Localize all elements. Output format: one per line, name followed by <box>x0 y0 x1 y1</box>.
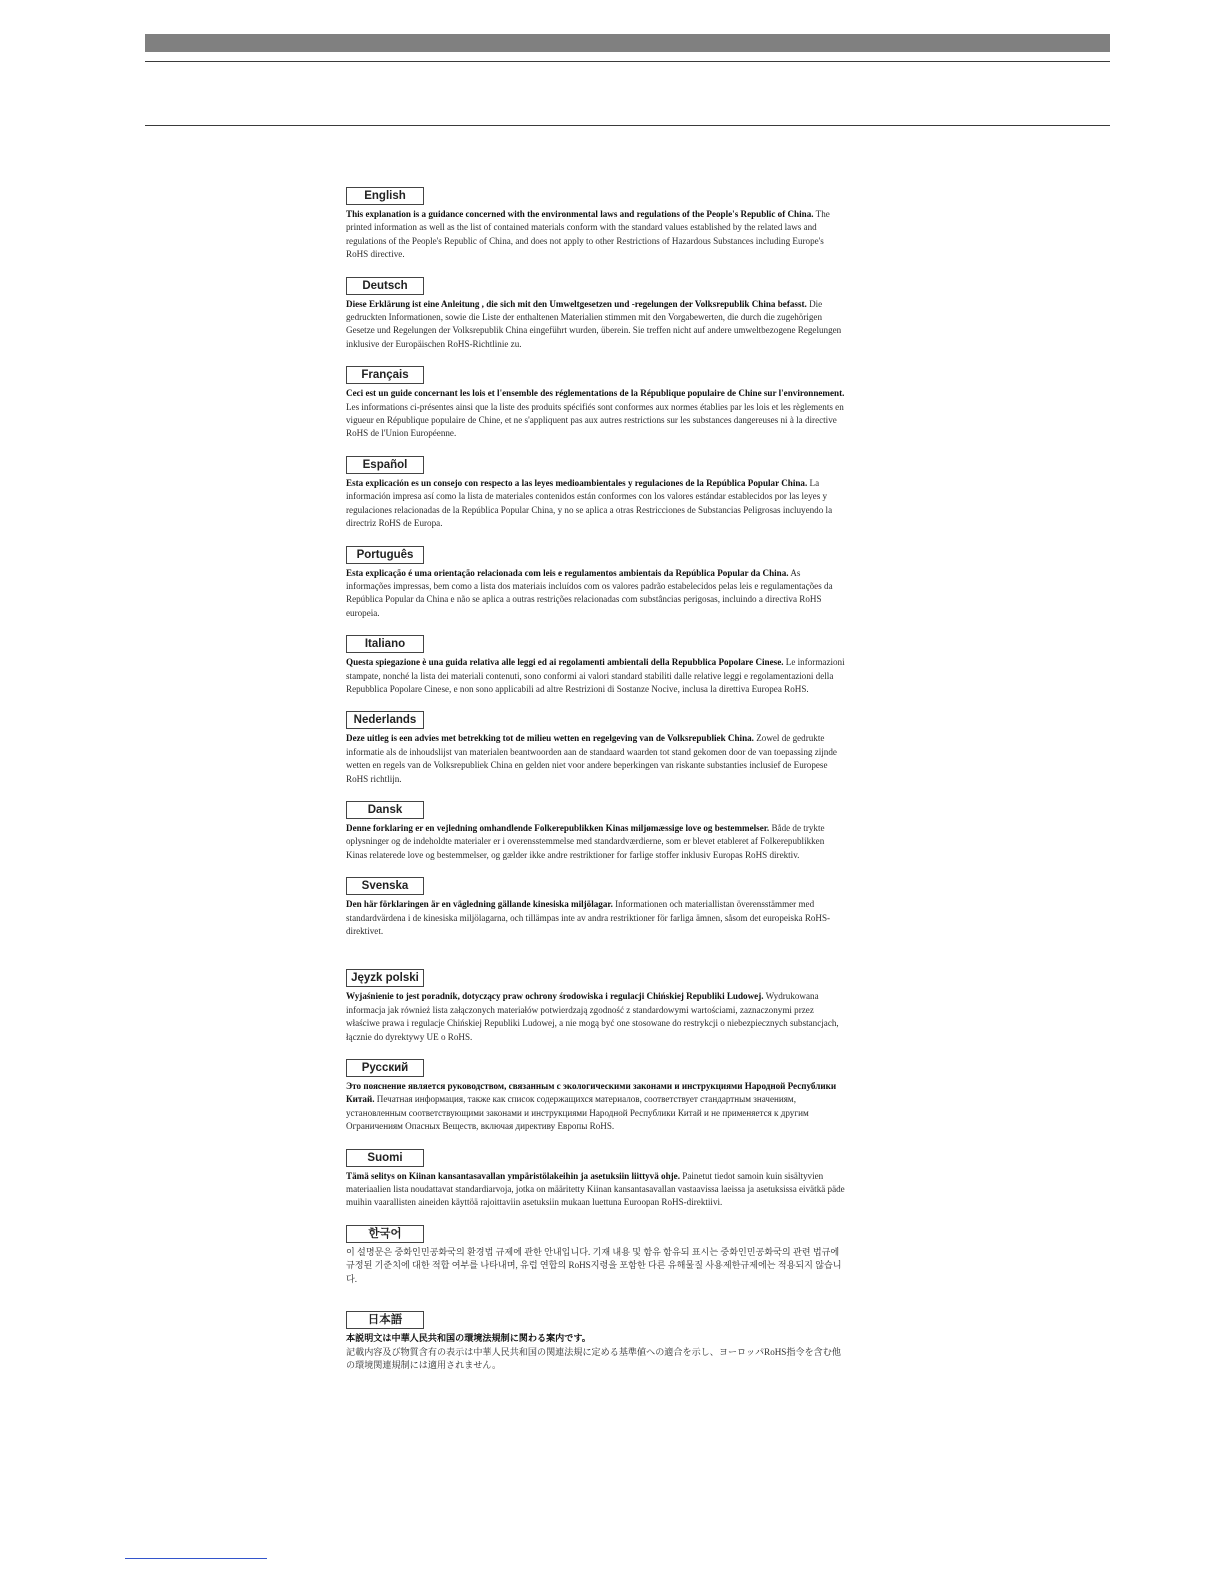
section-paragraph <box>346 567 846 621</box>
section-russian <box>346 1058 846 1134</box>
section-paragraph <box>346 1332 846 1372</box>
section-lead: Den här förklaringen är en vägledning gällande kinesiska miljölagar. <box>346 899 613 910</box>
section-lead: Esta explicación es un consejo con respecto a las leyes medioambientales y regulaciones de la República Popular China. <box>346 477 808 488</box>
section-lead: Wyjaśnienie to jest poradnik, dotyczący praw ochrony środowiska i regulacji Chińskiej Republiki Ludowej. <box>346 991 764 1002</box>
language-label: Italiano <box>346 635 424 653</box>
section-lead: This explanation is a guidance concerned with the environmental laws and regulations of the People's Republic of China. <box>346 209 814 219</box>
language-label: 日本語 <box>346 1311 424 1329</box>
section-body: The printed information as well as the list of contained materials conform with the standard values established by the related laws and regulations of the People's Republic of China, and does not apply to other Restrictions of Hazardous Substances including Europe's RoHS directive. <box>346 209 830 260</box>
language-label: English <box>346 187 424 205</box>
section-lead: Tämä selitys on Kiinan kansantasavallan ympäristölakeihin ja asetuksiin liittyvä ohje. <box>346 1170 680 1181</box>
section-paragraph <box>346 387 846 441</box>
language-label: Svenska <box>346 877 424 895</box>
section-paragraph <box>346 656 846 696</box>
header-rule-bottom <box>145 125 1110 126</box>
language-label: Dansk <box>346 801 424 819</box>
language-label: Français <box>346 366 424 384</box>
section-body: 이 설명문은 중화인민공화국의 환경법 규제에 관한 안내입니다. 기재 내용 및 함유 함유되 표시는 중화인민공화국의 관련 법규에 규정된 기준치에 대한 적합 여부를 나타내며, 유럽 연합의 RoHS지령을 포함한 다른 유해물질 사용제한규제에는 적용되지 않습니다. <box>346 1246 842 1284</box>
bottom-link-underline[interactable] <box>125 1558 267 1559</box>
section-paragraph <box>346 1080 846 1134</box>
header-rule-top <box>145 61 1110 62</box>
section-lead: Deze uitleg is een advies met betrekking tot de milieu wetten en regelgeving van de Volksrepubliek China. <box>346 733 754 744</box>
section-body: Les informations ci-présentes ainsi que la liste des produits spécifiés sont conformes aux normes établies par les lois et les règlements en vigueur en République populaire de Chine, et ne s'appliquent pas aux autres restrictions sur les substances dangereuses ni à la directive RoHS de l'Union Européenne. <box>346 401 844 439</box>
section-nederlands <box>346 710 846 786</box>
section-paragraph <box>346 298 846 352</box>
language-label: Nederlands <box>346 711 424 729</box>
section-dansk <box>346 800 846 862</box>
section-lead: Это пояснение является руководством, связанным с экологическими законами и инструкциями Народной Республики Китай. <box>346 1081 837 1105</box>
section-body: Informationen och materiallistan överensstämmer med standardvärdena i de kinesiska miljölagarna, och tillämpas inte av andra restriktioner för farliga ämnen, såsom det europeiska RoHS-direktivet. <box>346 899 831 936</box>
section-paragraph <box>346 898 846 938</box>
language-label: Jęyzk polski <box>346 969 424 987</box>
section-francais <box>346 365 846 441</box>
section-body: Wydrukowana informacja jak również lista załączonych materiałów potwierdzają zgodność z standardowymi wartościami, zaznaczonymi przez właściwe prawa i regulacje Chińskiej Republiki Ludowej, a nie mogą być one stosowane do restrykcji o niebezpiecznych substancjach, łącznie do dyrektywy UE o RoHS. <box>346 991 839 1042</box>
section-body: La información impresa así como la lista de materiales contenidos están conformes con los valores estándar establecidos por las leyes y regulaciones relacionadas de la República Popular China, y no se aplica a otras Restricciones de Substancias Peligrosas incluyendo la directriz RoHS de Europa. <box>346 477 833 529</box>
section-lead: Questa spiegazione è una guida relativa alle leggi ed ai regolamenti ambientali della Repubblica Popolare Cinese. <box>346 657 784 668</box>
section-lead: Ceci est un guide concernant les lois et l'ensemble des réglementations de la République populaire de Chine sur l'environnement. <box>346 388 845 399</box>
language-label: Deutsch <box>346 277 424 295</box>
section-paragraph <box>346 1246 846 1286</box>
section-deutsch <box>346 276 846 352</box>
language-sections <box>346 186 846 1372</box>
language-label: 한국어 <box>346 1225 424 1243</box>
section-body: 記載内容及び物質含有の表示は中華人民共和国の関連法規に定める基準値への適合を示し、ヨーロッパRoHS指令を含む他の環境関連規制には適用されません。 <box>346 1346 841 1370</box>
section-korean <box>346 1224 846 1286</box>
section-paragraph <box>346 208 846 262</box>
section-svenska <box>346 876 846 938</box>
section-body: Painetut tiedot samoin kuin sisältyvien materiaalien lista noudattavat standardiarvoja, jotka on määritetty Kiinan kansantasavallan vastaavissa laeissa ja asetuksissa eivätkä päde muihin vaarallisten aineiden käyttöä rajoittaviin asetuksiin mukaan luettuna Euroopan RoHS-direktiivi. <box>346 1170 845 1208</box>
section-italiano <box>346 634 846 696</box>
section-lead: 本説明文は中華人民共和国の環境法規制に関わる案内です。 <box>346 1333 591 1344</box>
section-espanol <box>346 455 846 531</box>
section-body: Die gedruckten Informationen, sowie die Liste der enthaltenen Materialien stimmen mit den Vorgabewerten, die durch die zugehörigen Gesetze und Regelungen der Volksrepublik China eingeführt wurden, überein. Sie treffen nicht auf andere umweltbezogene Regelungen inklusive der Europäischen RoHS-Richtlinie zu. <box>346 298 842 349</box>
section-paragraph <box>346 990 846 1044</box>
section-english <box>346 186 846 262</box>
section-lead: Esta explicação é uma orientação relacionada com leis e regulamentos ambientais da República Popular da China. <box>346 567 789 578</box>
section-paragraph <box>346 1170 846 1210</box>
language-label: Português <box>346 546 424 564</box>
section-lead: Denne forklaring er en vejledning omhandlende Folkerepublikken Kinas miljømæssige love og bestemmelser. <box>346 822 770 833</box>
section-body: Zowel de gedrukte informatie als de inhoudslijst van materialen beantwoorden aan de standaard waarden tot stand gekomen door de van toepassing zijnde wetten en regels van de Volksrepubliek China en gelden niet voor andere beperkingen van riskante substanties inclusief de Europese RoHS richtlijn. <box>346 733 837 784</box>
section-paragraph <box>346 822 846 862</box>
section-portugues <box>346 545 846 621</box>
section-japanese <box>346 1310 846 1372</box>
section-body: Le informazioni stampate, nonché la lista dei materiali contenuti, sono conformi ai valori standard stabiliti dalle relative leggi e regolamentazioni della Repubblica Popolare Cinese, e non sono applicabili ad altre Restrizioni di Sostanze Nocive, inclusa la direttiva Europea RoHS. <box>346 657 845 694</box>
section-suomi <box>346 1148 846 1210</box>
section-paragraph <box>346 477 846 531</box>
language-label: Русский <box>346 1059 424 1077</box>
section-body: As informações impressas, bem como a lista dos materiais incluídos com os valores padrão estabelecidos pelas leis e regulamentações da República Popular da China e não se aplica a outras restrições relacionadas com substâncias perigosas, incluindo a directiva RoHS europeia. <box>346 567 833 618</box>
section-body: Både de trykte oplysninger og de indeholdte materialer er i overensstemmelse med standardværdierne, som er blevet etableret af Folkerepublikken Kinas relaterede love og bestemmelser, og gælder ikke andre restriktioner for farlige stoffer inklusiv Europas RoHS direktiv. <box>346 822 825 860</box>
section-polski <box>346 968 846 1044</box>
language-label: Suomi <box>346 1149 424 1167</box>
section-lead: Diese Erklärung ist eine Anleitung , die sich mit den Umweltgesetzen und -regelungen der Volksrepublik China befasst. <box>346 298 807 309</box>
section-body: Печатная информация, также как список содержащихся материалов, соответствует стандартным значениям, установленным соответствующими законами и инструкциями Народной Республики Китай и не применяется к другим Ограничениям Опасных Веществ, включая директиву Европы RoHS. <box>346 1094 809 1132</box>
header-bar <box>145 34 1110 52</box>
language-label: Español <box>346 456 424 474</box>
section-paragraph <box>346 732 846 786</box>
